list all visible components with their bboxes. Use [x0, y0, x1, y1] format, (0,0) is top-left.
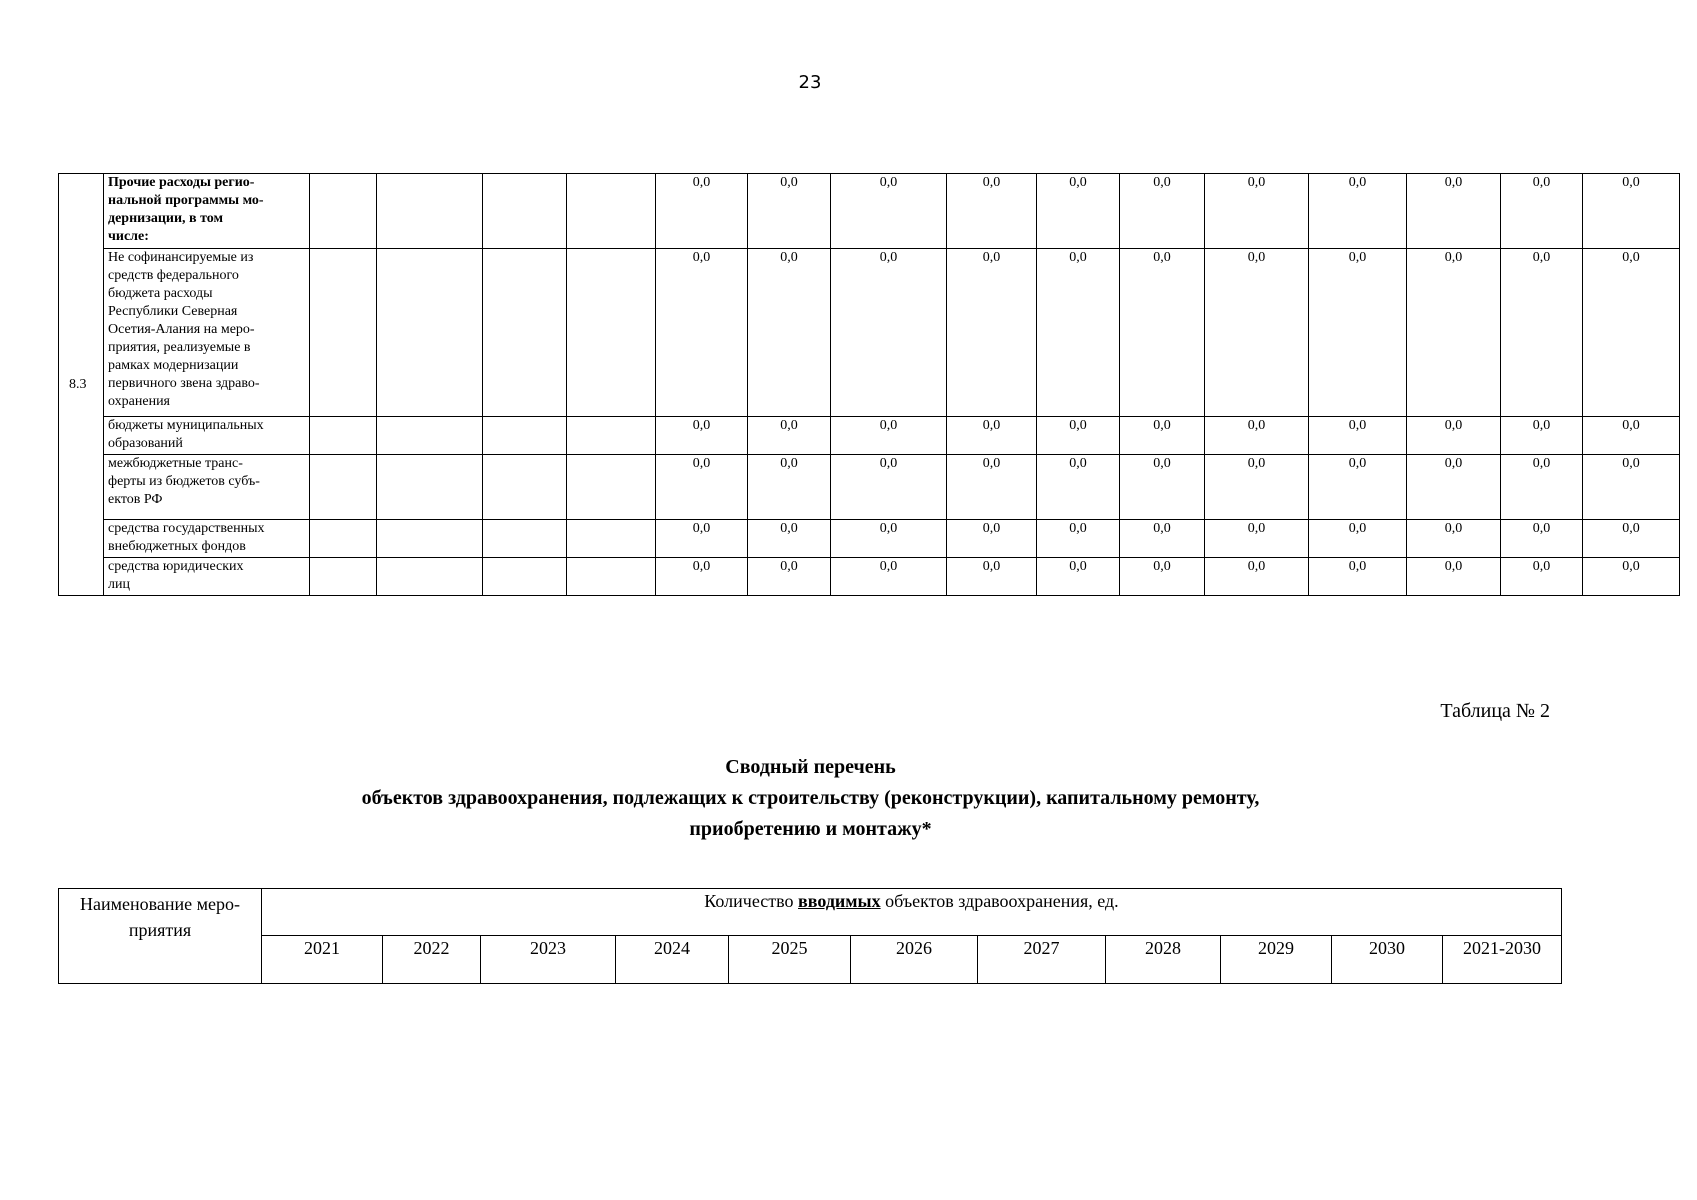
empty-cell	[310, 417, 377, 455]
funding-table	[58, 173, 1680, 596]
row-label: средства юридических лиц	[104, 558, 310, 596]
empty-cell	[377, 417, 483, 455]
value-cell: 0,0	[831, 558, 947, 596]
value-cell: 0,0	[748, 455, 831, 520]
year-header: 2028	[1106, 936, 1221, 984]
empty-cell	[377, 558, 483, 596]
summary-table	[58, 888, 1562, 984]
empty-cell	[567, 558, 656, 596]
value-cell: 0,0	[1501, 455, 1583, 520]
page-number: 23	[798, 72, 822, 93]
value-cell: 0,0	[1205, 249, 1309, 417]
value-cell: 0,0	[1120, 455, 1205, 520]
title-line-3: приобретению и монтажу*	[689, 818, 932, 840]
value-cell: 0,0	[947, 249, 1037, 417]
value-cell: 0,0	[1407, 417, 1501, 455]
value-cell: 0,0	[831, 249, 947, 417]
value-cell: 0,0	[1205, 417, 1309, 455]
group-header-emph: вводимых	[798, 891, 881, 911]
value-cell: 0,0	[1309, 558, 1407, 596]
value-cell: 0,0	[656, 455, 748, 520]
value-cell: 0,0	[831, 520, 947, 558]
value-cell: 0,0	[947, 174, 1037, 249]
empty-cell	[377, 249, 483, 417]
table-row	[59, 174, 1680, 249]
name-column-header-text: Наименование меро- приятия	[79, 894, 240, 940]
value-cell: 0,0	[1407, 520, 1501, 558]
value-cell: 0,0	[1309, 520, 1407, 558]
value-cell: 0,0	[748, 520, 831, 558]
empty-cell	[310, 174, 377, 249]
year-header: 2021	[262, 936, 383, 984]
value-cell: 0,0	[947, 558, 1037, 596]
name-column-header	[59, 889, 262, 984]
value-cell: 0,0	[1205, 455, 1309, 520]
empty-cell	[377, 455, 483, 520]
value-cell: 0,0	[1583, 174, 1680, 249]
value-cell: 0,0	[656, 520, 748, 558]
group-header-before: Количество	[704, 891, 799, 911]
table-row	[59, 520, 1680, 558]
empty-cell	[567, 174, 656, 249]
value-cell: 0,0	[1501, 520, 1583, 558]
year-header: 2029	[1221, 936, 1332, 984]
table-row	[59, 417, 1680, 455]
table-row	[59, 249, 1680, 417]
row-label: средства государственных внебюджетных фондов	[104, 520, 310, 558]
row-label: межбюджетные транс- ферты из бюджетов субъ- ектов РФ	[104, 455, 310, 520]
row-label: бюджеты муниципальных образований	[104, 417, 310, 455]
value-cell: 0,0	[947, 520, 1037, 558]
value-cell: 0,0	[1037, 417, 1120, 455]
value-cell: 0,0	[1583, 455, 1680, 520]
value-cell: 0,0	[947, 417, 1037, 455]
year-header: 2025	[729, 936, 851, 984]
year-header: 2030	[1332, 936, 1443, 984]
year-header: 2023	[481, 936, 616, 984]
value-cell: 0,0	[1407, 249, 1501, 417]
value-cell: 0,0	[656, 558, 748, 596]
value-cell: 0,0	[1407, 455, 1501, 520]
value-cell: 0,0	[1583, 520, 1680, 558]
value-cell: 0,0	[1120, 558, 1205, 596]
value-cell: 0,0	[748, 249, 831, 417]
empty-cell	[567, 455, 656, 520]
value-cell: 0,0	[831, 417, 947, 455]
title-line-1: Сводный перечень	[725, 756, 896, 778]
value-cell: 0,0	[656, 417, 748, 455]
empty-cell	[567, 249, 656, 417]
year-header: 2024	[616, 936, 729, 984]
value-cell: 0,0	[1120, 249, 1205, 417]
empty-cell	[567, 520, 656, 558]
group-header	[262, 889, 1562, 936]
empty-cell	[310, 455, 377, 520]
value-cell: 0,0	[1037, 174, 1120, 249]
value-cell: 0,0	[831, 174, 947, 249]
group-header-after: объектов здравоохранения, ед.	[880, 891, 1119, 911]
table-row	[59, 455, 1680, 520]
year-header: 2022	[383, 936, 481, 984]
value-cell: 0,0	[1205, 558, 1309, 596]
value-cell: 0,0	[1205, 174, 1309, 249]
table-row	[59, 558, 1680, 596]
value-cell: 0,0	[1120, 174, 1205, 249]
table-title	[58, 752, 1563, 845]
value-cell: 0,0	[1501, 558, 1583, 596]
empty-cell	[377, 174, 483, 249]
value-cell: 0,0	[656, 249, 748, 417]
empty-cell	[483, 455, 567, 520]
empty-cell	[483, 417, 567, 455]
empty-cell	[310, 520, 377, 558]
year-header: 2027	[978, 936, 1106, 984]
value-cell: 0,0	[1037, 558, 1120, 596]
value-cell: 0,0	[748, 417, 831, 455]
value-cell: 0,0	[1309, 455, 1407, 520]
value-cell: 0,0	[1583, 417, 1680, 455]
year-header: 2026	[851, 936, 978, 984]
value-cell: 0,0	[1120, 520, 1205, 558]
empty-cell	[310, 558, 377, 596]
year-header: 2021-2030	[1443, 936, 1562, 984]
value-cell: 0,0	[947, 455, 1037, 520]
value-cell: 0,0	[1501, 249, 1583, 417]
value-cell: 0,0	[1037, 455, 1120, 520]
empty-cell	[483, 520, 567, 558]
empty-cell	[310, 249, 377, 417]
empty-cell	[483, 174, 567, 249]
value-cell: 0,0	[1037, 520, 1120, 558]
value-cell: 0,0	[748, 174, 831, 249]
value-cell: 0,0	[1120, 417, 1205, 455]
value-cell: 0,0	[1501, 417, 1583, 455]
value-cell: 0,0	[656, 174, 748, 249]
row-number: 8.3	[59, 174, 104, 596]
value-cell: 0,0	[1501, 174, 1583, 249]
title-line-2: объектов здравоохранения, подлежащих к строительству (реконструкции), капитальному ремонту,	[361, 787, 1260, 809]
empty-cell	[483, 558, 567, 596]
value-cell: 0,0	[831, 455, 947, 520]
value-cell: 0,0	[1037, 249, 1120, 417]
value-cell: 0,0	[1407, 558, 1501, 596]
value-cell: 0,0	[748, 558, 831, 596]
row-label: Прочие расходы регио- нальной программы мо- дернизации, в том числе:	[104, 174, 310, 249]
empty-cell	[567, 417, 656, 455]
value-cell: 0,0	[1309, 417, 1407, 455]
value-cell: 0,0	[1205, 520, 1309, 558]
empty-cell	[483, 249, 567, 417]
value-cell: 0,0	[1309, 249, 1407, 417]
value-cell: 0,0	[1309, 174, 1407, 249]
value-cell: 0,0	[1583, 249, 1680, 417]
row-label: Не софинансируемые из средств федерального бюджета расходы Республики Северная Осетия-Алания на меро- приятия, реализуемые в рамках модернизации первичного звена здраво- охранения	[104, 249, 310, 417]
value-cell: 0,0	[1407, 174, 1501, 249]
empty-cell	[377, 520, 483, 558]
table-label: Таблица № 2	[1440, 700, 1550, 722]
value-cell: 0,0	[1583, 558, 1680, 596]
